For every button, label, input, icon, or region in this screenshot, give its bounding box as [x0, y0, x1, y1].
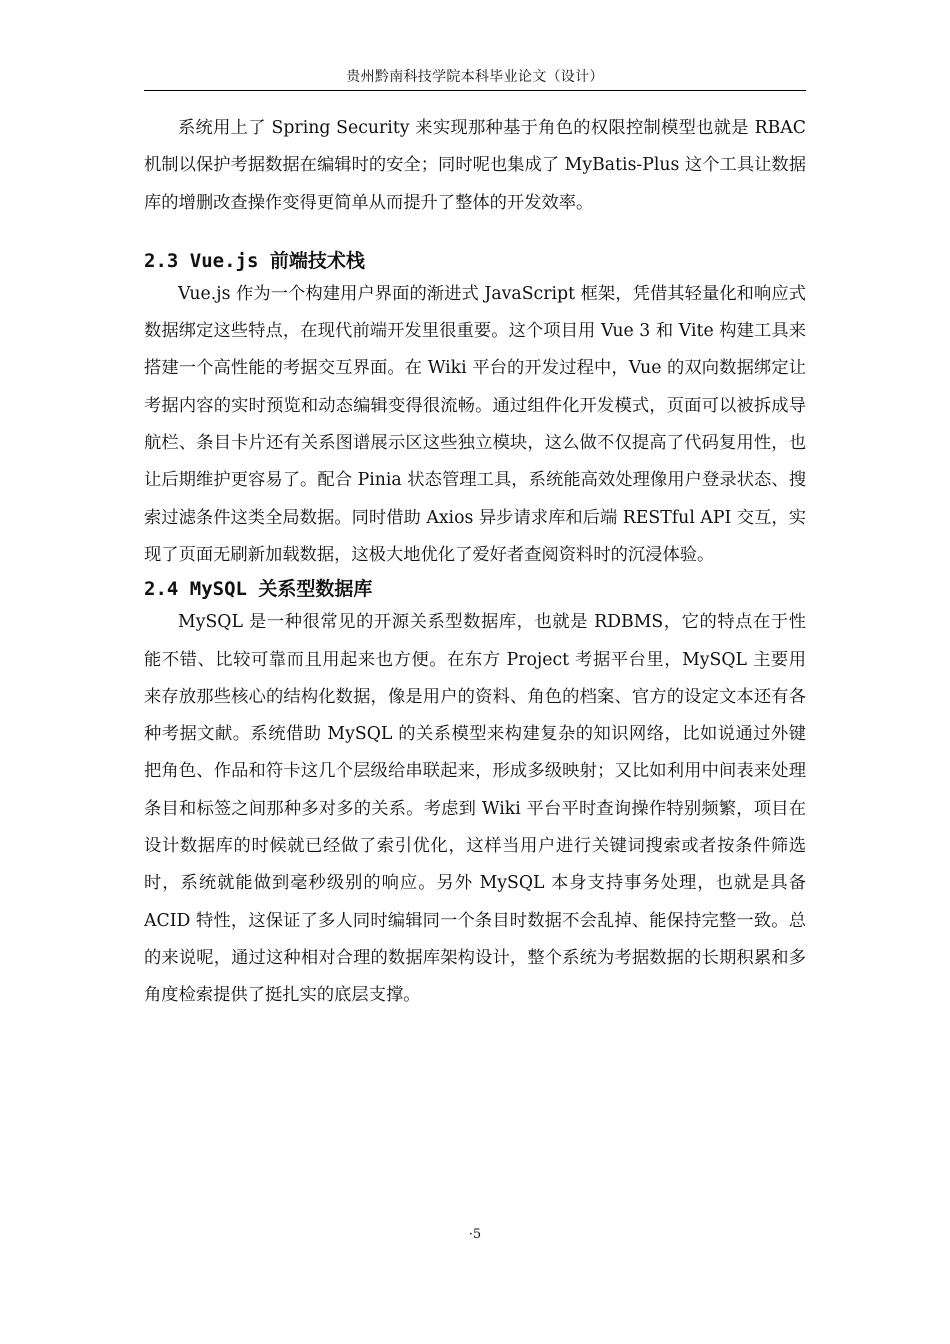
header-rule — [144, 90, 806, 91]
section-heading-vue: 2.3 Vue.js 前端技术栈 — [144, 249, 365, 272]
running-header: 贵州黔南科技学院本科毕业论文（设计） — [346, 69, 604, 85]
intro-paragraph: 系统用上了 Spring Security 来实现那种基于角色的权限控制模型也就是 RBAC 机制以保护考据数据在编辑时的安全；同时呢也集成了 MyBatis-Plus 这个工具让数据库的增删改查操作变得更简单从而提升了整体的开发效率。 — [144, 118, 806, 213]
page-number: ·5 — [468, 1227, 482, 1242]
section-heading-mysql: 2.4 MySQL 关系型数据库 — [144, 578, 373, 601]
page-body — [144, 110, 806, 1015]
vue-paragraph: Vue.js 作为一个构建用户界面的渐进式 JavaScript 框架，凭借其轻量化和响应式数据绑定这些特点，在现代前端开发里很重要。这个项目用 Vue 3 和 Vite 构建工具来搭建一个高性能的考据交互界面。在 Wiki 平台的开发过程中，Vue 的双向数据绑定让考据内容的实时预览和动态编辑变得很流畅。通过组件化开发模式，页面可以被拆成导航栏、条目卡片还有关系图谱展示区这些独立模块，这么做不仅提高了代码复用性，也让后期维护更容易了。配合 Pinia 状态管理工具，系统能高效处理像用户登录状态、搜索过滤条件这类全局数据。同时借助 Axios 异步请求库和后端 RESTful API 交互，实现了页面无刷新加载数据，这极大地优化了爱好者查阅资料时的沉浸体验。 — [144, 283, 806, 565]
mysql-paragraph: MySQL 是一种很常见的开源关系型数据库，也就是 RDBMS，它的特点在于性能不错、比较可靠而且用起来也方便。在东方 Project 考据平台里，MySQL 主要用来存放那些核心的结构化数据，像是用户的资料、角色的档案、官方的设定文本还有各种考据文献。系统借助 MySQL 的关系模型来构建复杂的知识网络，比如说通过外键把角色、作品和符卡这几个层级给串联起来，形成多级映射；又比如利用中间表来处理条目和标签之间那种多对多的关系。考虑到 Wiki 平台平时查询操作特别频繁，项目在设计数据库的时候就已经做了索引优化，这样当用户进行关键词搜索或者按条件筛选时，系统就能做到毫秒级别的响应。另外 MySQL 本身支持事务处理，也就是具备 ACID 特性，这保证了多人同时编辑同一个条目时数据不会乱掉、能保持完整一致。总的来说呢，通过这种相对合理的数据库架构设计，整个系统为考据数据的长期积累和多角度检索提供了挺扎实的底层支撑。 — [144, 612, 806, 1006]
